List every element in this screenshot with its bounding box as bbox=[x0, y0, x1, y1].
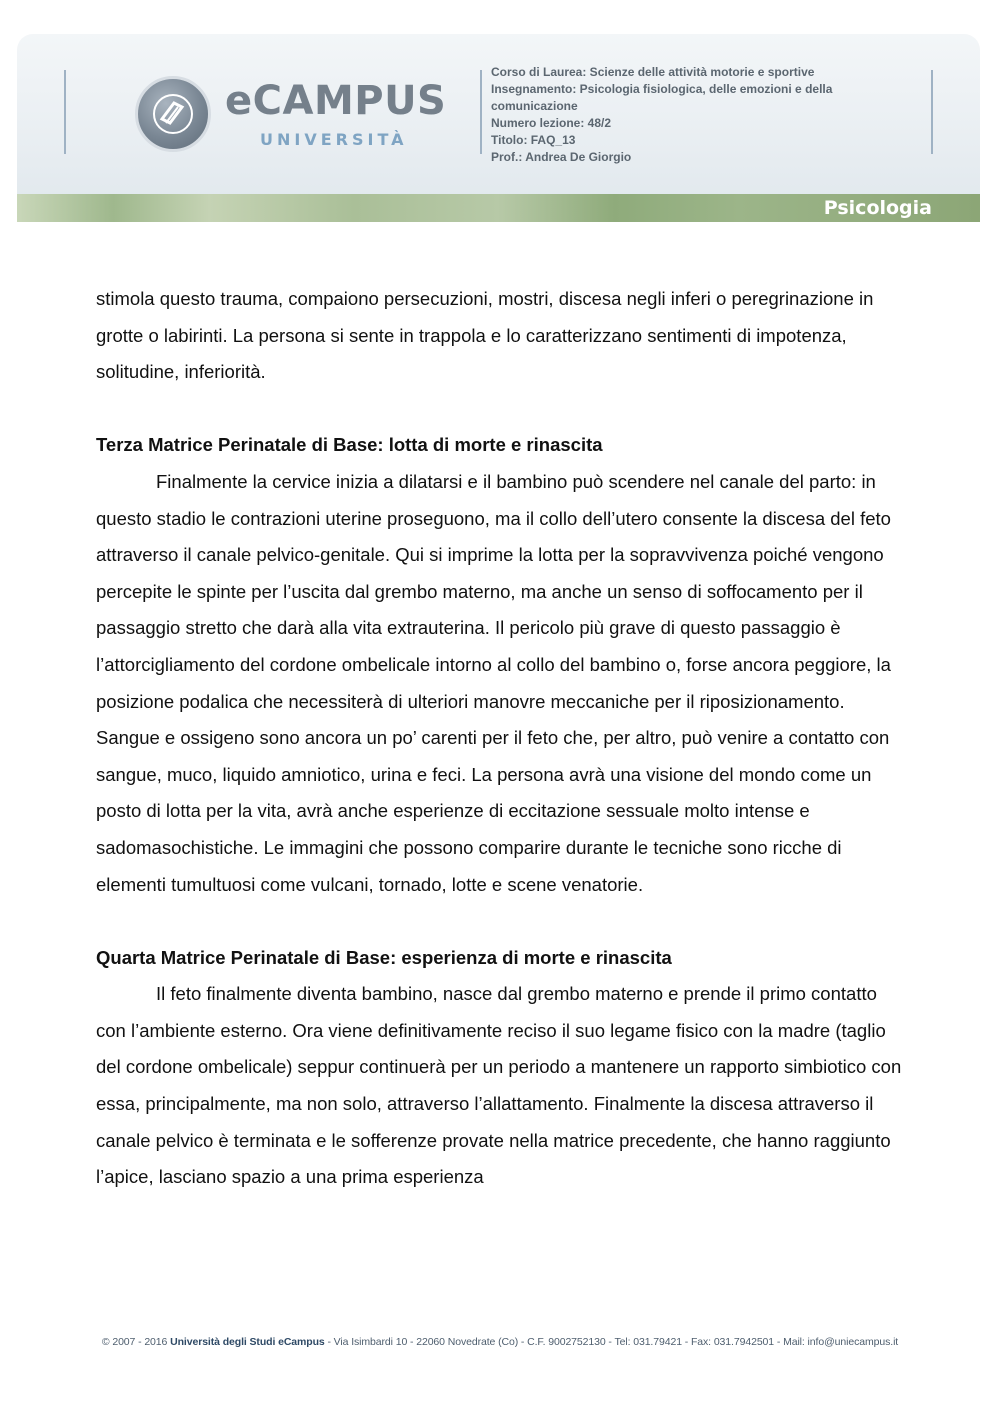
spacer bbox=[96, 903, 908, 940]
footer-university: Università degli Studi eCampus bbox=[170, 1336, 325, 1348]
header-divider-right bbox=[931, 70, 933, 154]
professor-name: Prof.: Andrea De Giorgio bbox=[491, 150, 632, 164]
spacer bbox=[96, 391, 908, 428]
teaching-name: Insegnamento: Psicologia fisiologica, delle emozioni e della comunicazione bbox=[491, 82, 833, 113]
header-divider-left bbox=[64, 70, 66, 154]
document-body bbox=[96, 281, 908, 1196]
section-4-heading: Quarta Matrice Perinatale di Base: esperienza di morte e rinascita bbox=[96, 946, 672, 968]
course-name: Corso di Laurea: Scienze delle attività motorie e sportive bbox=[491, 65, 815, 79]
lesson-number: Numero lezione: 48/2 bbox=[491, 116, 612, 130]
lesson-title: Titolo: FAQ_13 bbox=[491, 133, 576, 147]
footer-details: - Via Isimbardi 10 - 22060 Novedrate (Co) - C.F. 9002752130 - Tel: 031.79421 - Fax: 031.7942501 - Mail: info@uniecampus.it bbox=[324, 1336, 899, 1348]
subject-label: Psicologia bbox=[823, 197, 932, 219]
course-info bbox=[491, 64, 891, 166]
logo-subtitle: UNIVERSITÀ bbox=[260, 130, 408, 149]
ecampus-emblem-icon bbox=[135, 76, 211, 152]
page-footer bbox=[0, 1336, 1000, 1348]
page-header bbox=[17, 34, 980, 222]
university-logo bbox=[135, 74, 447, 154]
section-4-paragraph: Il feto finalmente diventa bambino, nasce dal grembo materno e prende il primo contatto con l’ambiente esterno. Ora viene definitivamente reciso il suo legame fisico con la madre (taglio del cordone ombelicale) seppur continuerà per un periodo a mantenere un rapporto simbiotico con essa, principalmente, ma non solo, attraverso l’allattamento. Finalmente la discesa attraverso il canale pelvico è terminata e le sofferenze provate nella matrice precedente, che hanno raggiunto l’apice, lasciano spazio a una prima esperienza bbox=[96, 983, 902, 1188]
header-divider-middle bbox=[480, 70, 482, 154]
logo-wordmark: eCAMPUS bbox=[225, 78, 447, 124]
section-3-heading: Terza Matrice Perinatale di Base: lotta di morte e rinascita bbox=[96, 434, 603, 456]
intro-paragraph: stimola questo trauma, compaiono persecuzioni, mostri, discesa negli inferi o peregrinazione in grotte o labirinti. La persona si sente in trappola e lo caratterizzano sentimenti di impotenza, solitudine, inferiorità. bbox=[96, 288, 874, 383]
footer-copyright: © 2007 - 2016 bbox=[101, 1336, 171, 1348]
section-3-paragraph: Finalmente la cervice inizia a dilatarsi e il bambino può scendere nel canale del parto: in questo stadio le contrazioni uterine proseguono, ma il collo dell’utero consente la discesa del feto attraverso il canale pelvico-genitale. Qui si imprime la lotta per la sopravvivenza poiché vengono percepite le spinte per l’uscita dal grembo materno, ma anche un senso di soffocamento per il passaggio stretto che darà alla vita extrauterina. Il pericolo più grave di questo passaggio è l’attorcigliamento del cordone ombelicale intorno al collo del bambino o, forse ancora peggiore, la posizione podalica che necessiterà di ulteriori manovre meccaniche per il riposizionamento. Sangue e ossigeno sono ancora un po’ carenti per il feto che, per altro, può venire a contatto con sangue, muco, liquido amniotico, urina e feci. La persona avrà una visione del mondo come un posto di lotta per la vita, avrà anche esperienze di eccitazione sessuale molto intense e sadomasochistiche. Le immagini che possono comparire durante le tecniche sono ricche di elementi tumultuosi come vulcani, tornado, lotte e scene venatorie. bbox=[96, 470, 891, 895]
